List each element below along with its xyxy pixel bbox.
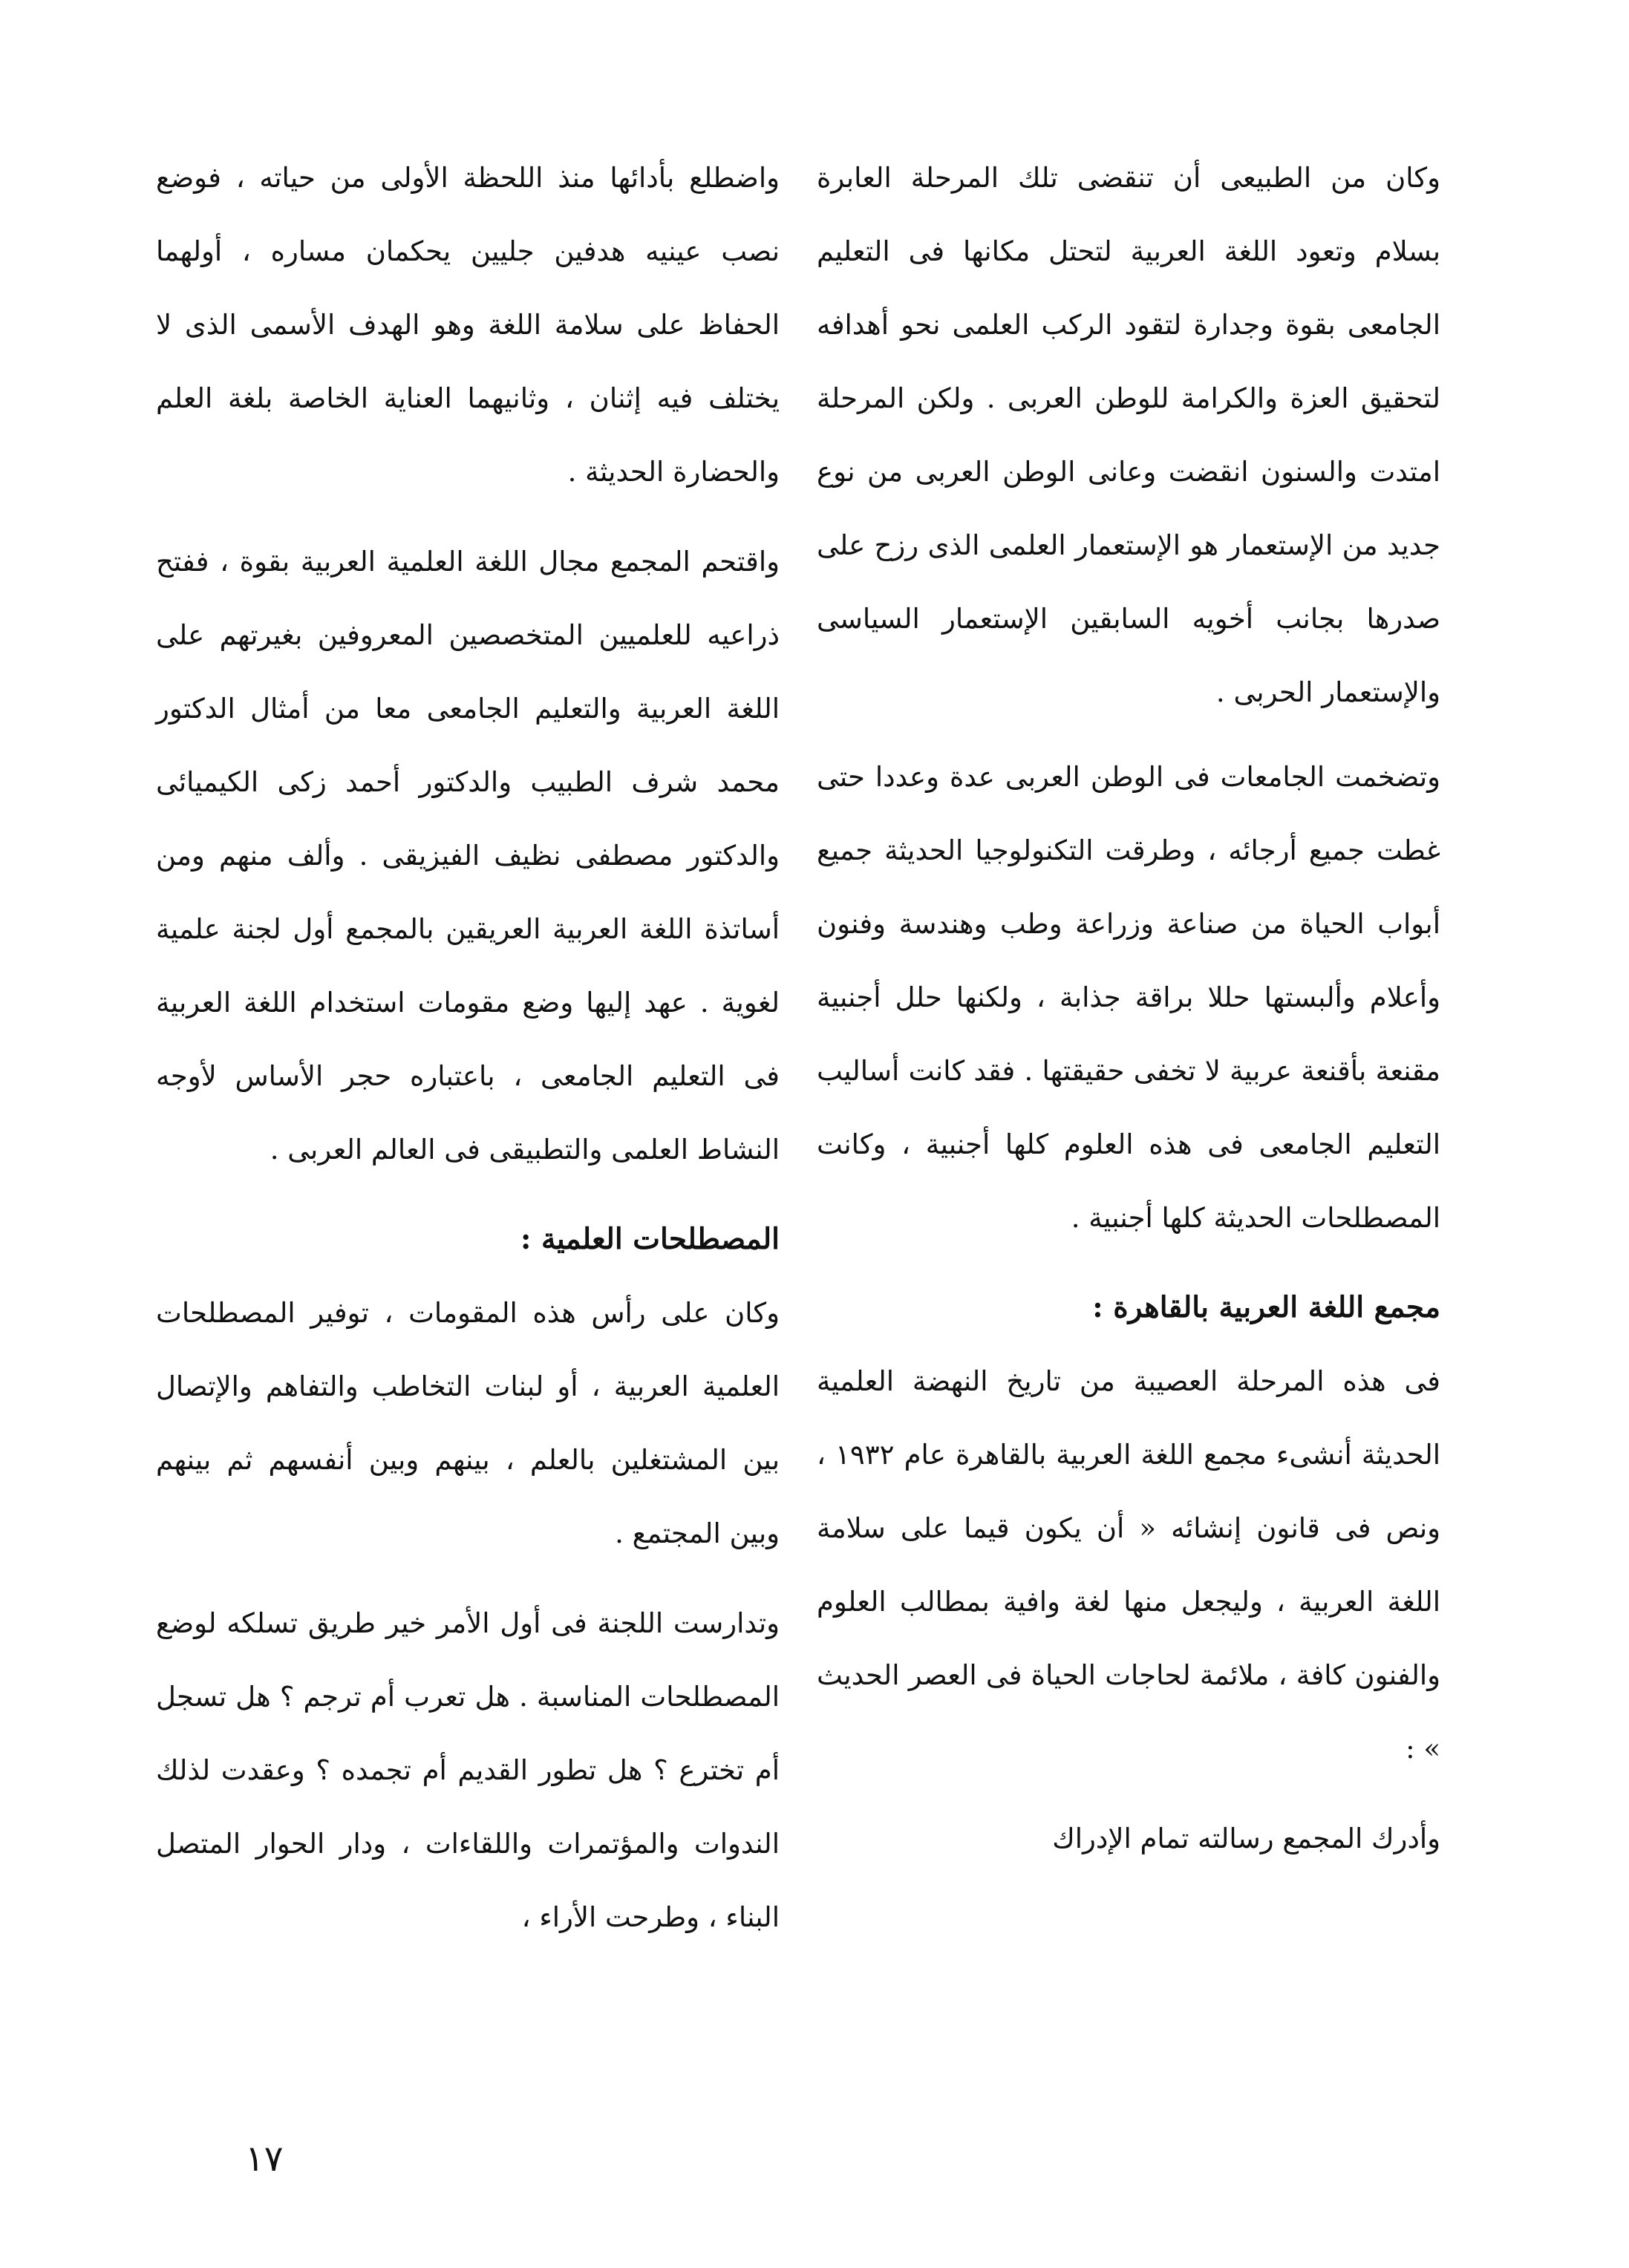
spacer — [817, 1255, 1440, 1271]
left-column — [156, 141, 780, 1954]
paragraph: واقتحم المجمع مجال اللغة العلمية العربية بقوة ، ففتح ذراعيه للعلميين المتخصصين المعروفين بغيرتهم على اللغة العربية والتعليم الجامعى معا من أمثال الدكتور محمد شرف الطبيب والدكتور أحمد زكى الكيميائى والدكتور مصطفى نظيف الفيزيقى . وألف منهم ومن أساتذة اللغة العربية العريقين بالمجمع أول لجنة علمية لغوية . عهد إليها وضع مقومات استخدام اللغة العربية فى التعليم الجامعى ، باعتباره حجر الأساس لأوجه النشاط العلمى والتطبيقى فى العالم العربى . — [156, 546, 780, 1166]
spacer — [156, 1570, 780, 1586]
paragraph: وكان على رأس هذه المقومات ، توفير المصطلحات العلمية العربية ، أو لبنات التخاطب والتفاهم والإتصال بين المشتغلين بالعلم ، بينهم وبين أنفسهم ثم بينهم وبين المجتمع . — [156, 1297, 780, 1549]
paragraph: وكان من الطبيعى أن تنقضى تلك المرحلة العابرة بسلام وتعود اللغة العربية لتحتل مكانها فى التعليم الجامعى بقوة وجدارة لتقود الركب العلمى نحو أهدافه لتحقيق العزة والكرامة للوطن العربى . ولكن المرحلة امتدت والسنون انقضت وعانى الوطن العربى من نوع جديد من الإستعمار هو الإستعمار العلمى الذى رزح على صدرها بجانب أخويه السابقين الإستعمار السياسى والإستعمار الحربى . — [817, 162, 1440, 708]
page-number: ١٧ — [245, 2138, 284, 2180]
spacer — [817, 1785, 1440, 1802]
paragraph: فى هذه المرحلة العصيبة من تاريخ النهضة العلمية الحديثة أنشىء مجمع اللغة العربية بالقاهرة عام ١٩٣٢ ، ونص فى قانون إنشائه « أن يكون قيما على سلامة اللغة العربية ، وليجعل منها لغة وافية بمطالب العلوم والفنون كافة ، ملائمة لحاجات الحياة فى العصر الحديث » : — [817, 1365, 1441, 1765]
section-heading: المصطلحات العلمية : — [520, 1222, 780, 1256]
paragraph: وأدرك المجمع رسالته تمام الإدراك — [1052, 1823, 1440, 1854]
section-heading: مجمع اللغة العربية بالقاهرة : — [1092, 1290, 1440, 1324]
paragraph: وتدارست اللجنة فى أول الأمر خير طريق تسلكه لوضع المصطلحات المناسبة . هل تعرب أم ترجم ؟ هل تسجل أم تخترع ؟ هل تطور القديم أم تجمده ؟ وعقدت لذلك الندوات والمؤتمرات واللقاءات ، ودار الحوار المتصل البناء ، وطرحت الأراء ، — [156, 1607, 780, 1933]
paragraph: وتضخمت الجامعات فى الوطن العربى عدة وعددا حتى غطت جميع أرجائه ، وطرقت التكنولوجيا الحديثة جميع أبواب الحياة من صناعة وزراعة وطب وهندسة وفنون وأعلام وألبستها حللا براقة جذابة ، ولكنها حلل أجنبية مقنعة بأقنعة عربية لا تخفى حقيقتها . فقد كانت أساليب التعليم الجامعى فى هذه العلوم كلها أجنبية ، وكانت المصطلحات الحديثة كلها أجنبية . — [817, 761, 1440, 1234]
paragraph: واضطلع بأدائها منذ اللحظة الأولى من حياته ، فوضع نصب عينيه هدفين جليين يحكمان مساره ، أولهما الحفاظ على سلامة اللغة وهو الهدف الأسمى الذى لا يختلف فيه إثنان ، وثانيهما العناية الخاصة بلغة العلم والحضارة الحديثة . — [156, 162, 780, 488]
spacer — [156, 1186, 780, 1203]
right-column — [817, 141, 1440, 1875]
spacer — [156, 509, 780, 525]
